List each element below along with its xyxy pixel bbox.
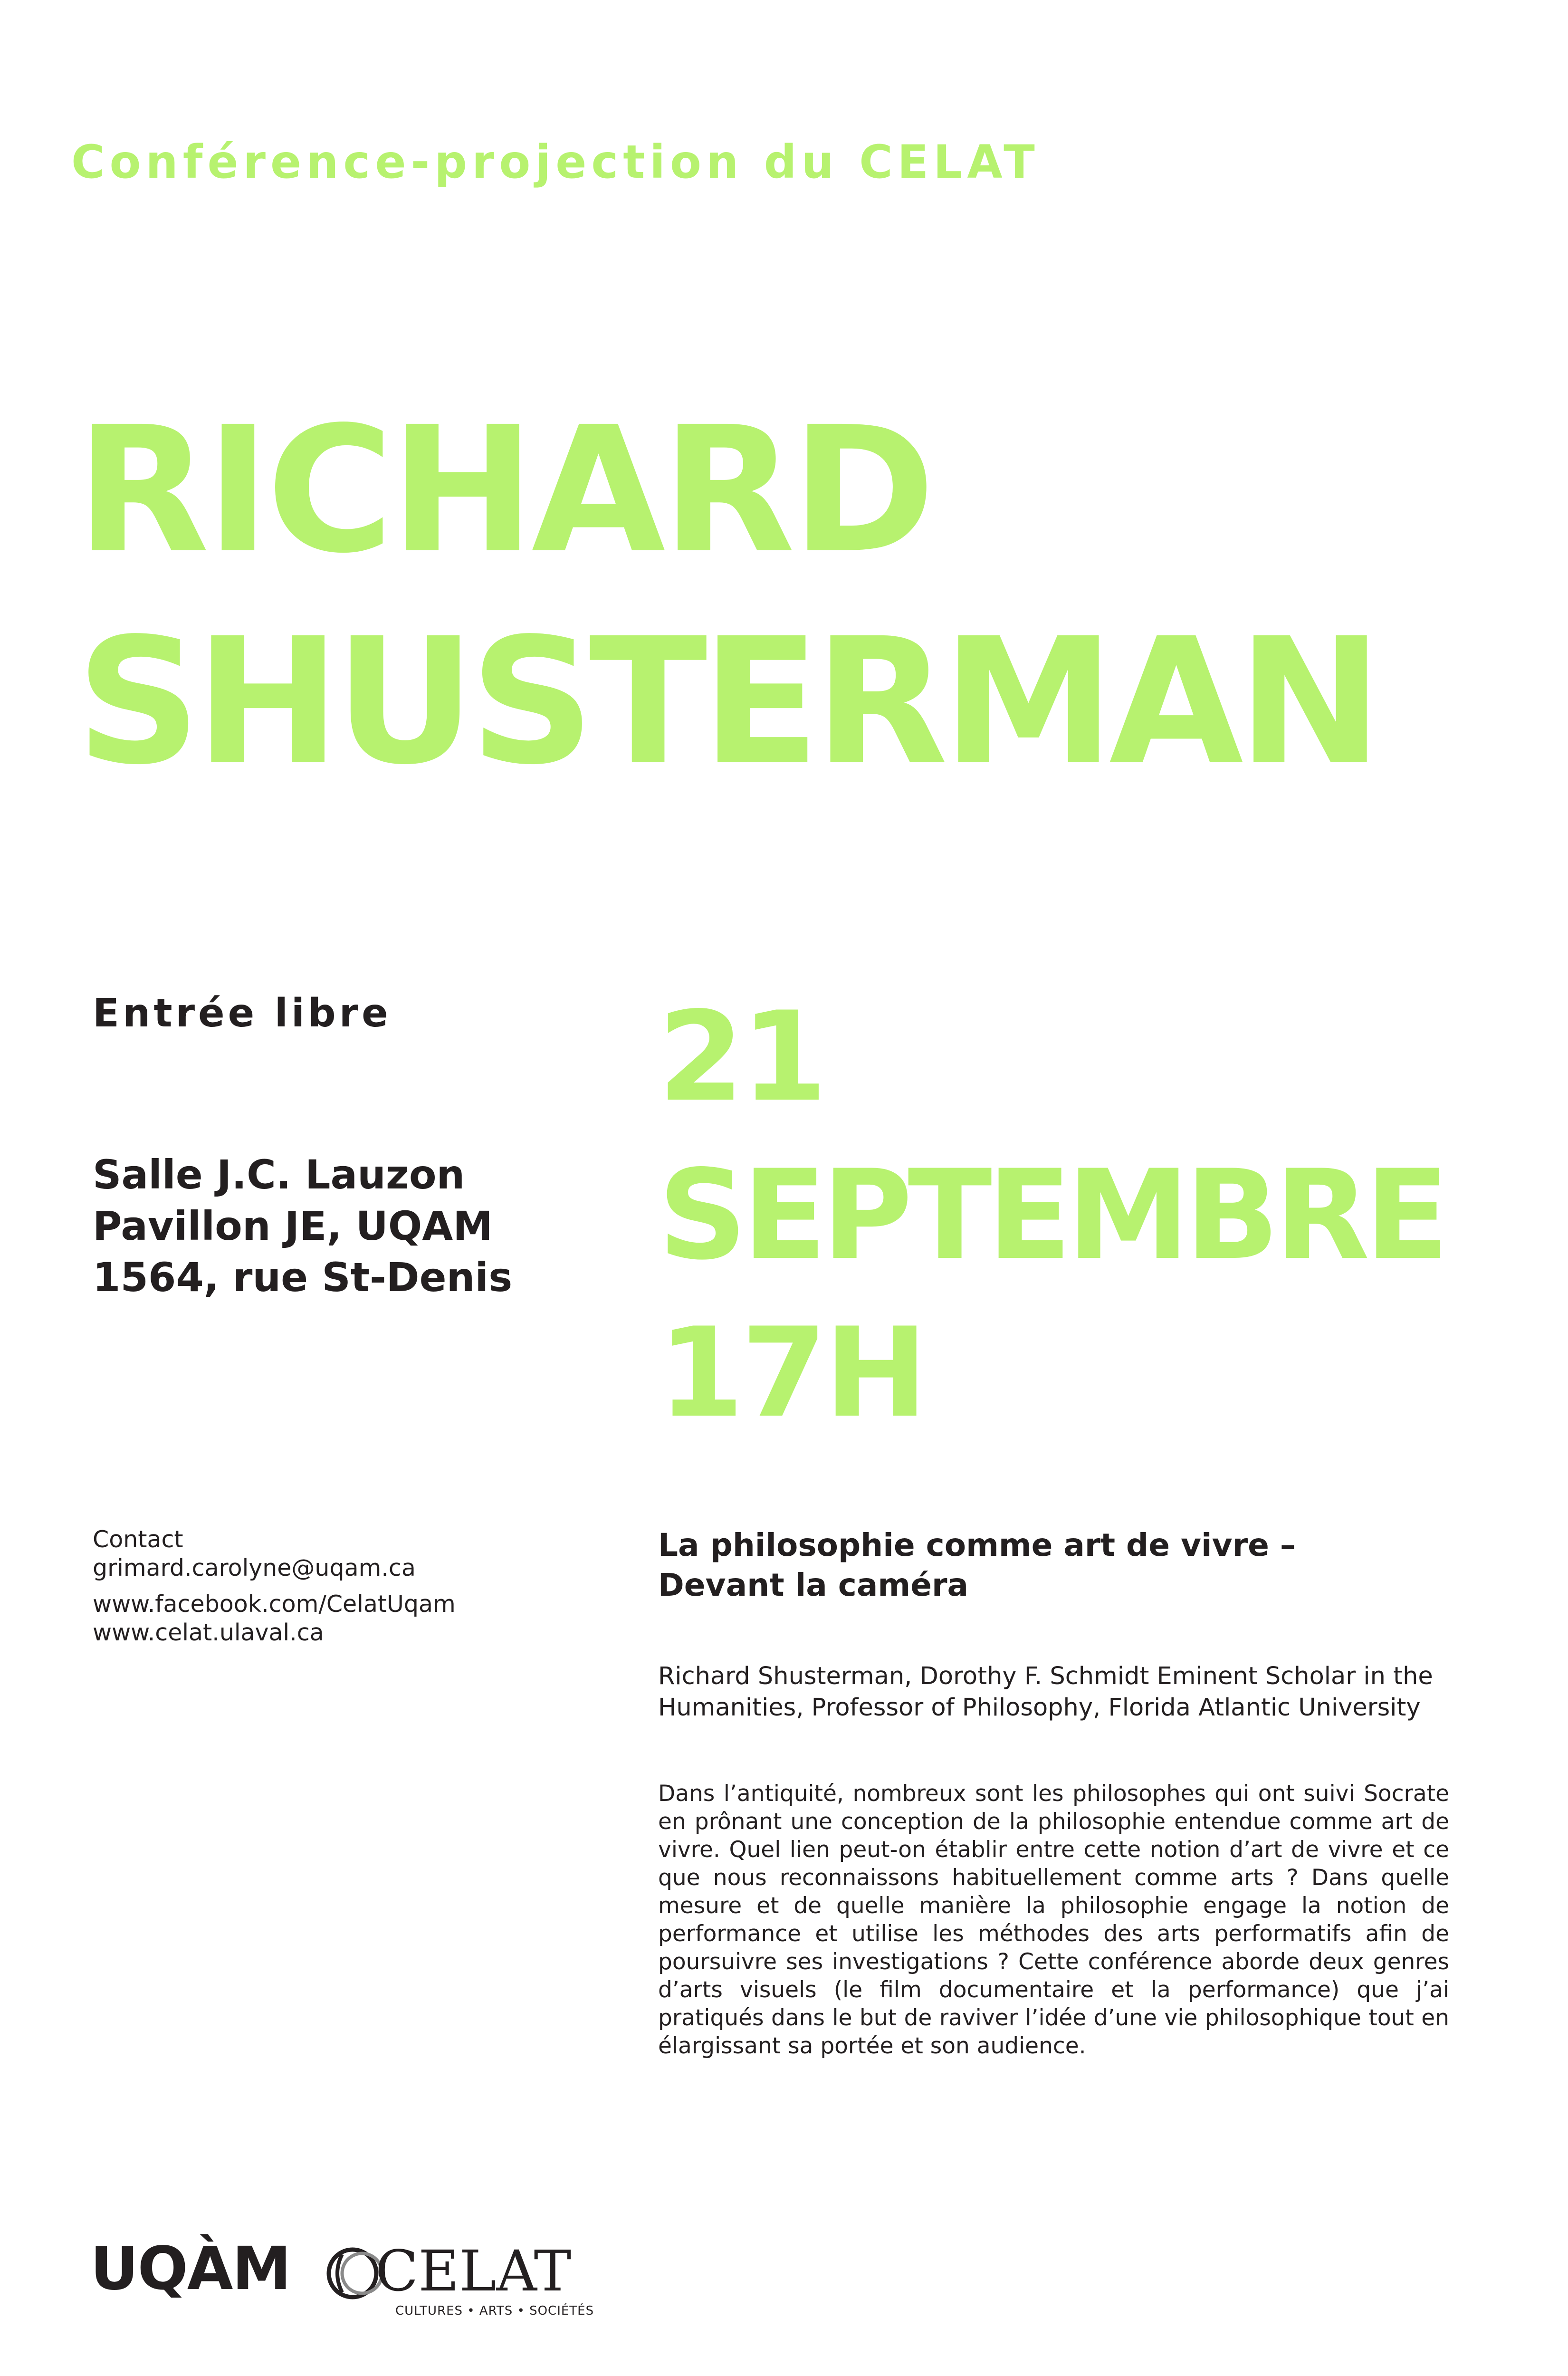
celat-logo [323, 2238, 594, 2324]
celat-wordmark: CELAT [375, 2238, 572, 2304]
talk-title-line-1: La philosophie comme art de vivre – [658, 1527, 1296, 1563]
entry-notice: Entrée libre [93, 991, 392, 1036]
speaker-credentials [658, 1661, 1456, 1724]
talk-title-line-2: Devant la caméra [658, 1567, 969, 1603]
contact-email[interactable]: grimard.carolyne@uqam.ca [93, 1554, 416, 1581]
event-month: SEPTEMBRE [658, 1144, 1445, 1287]
speaker-last-name: SHUSTERMAN [76, 601, 1377, 803]
celat-tagline: CULTURES • ARTS • SOCIÉTÉS [395, 2304, 594, 2318]
talk-abstract: Dans l’antiquité, nombreux sont les philosophes qui ont suivi Socrate en prônant une conception de la philosophie entendue comme art de vivre. Quel lien peut-on établir entre cette notion d’art de vivre et ce que nous reconnaissons habituellement comme arts ? Dans quelle mesure et de quelle manière la philosophie engage la notion de performance et utilise les méthodes des arts performatifs afin de poursuivre ses investigations ? Cette conférence aborde deux genres d’arts visuels (le film documentaire et la performance) que j’ai pratiqués dans le but de raviver l’idée d’une vie philosophique tout en élargissant sa portée et son audience. [658, 1781, 1449, 2059]
speaker-credentials-line-2: Humanities, Professor of Philosophy, Florida Atlantic University [658, 1694, 1421, 1722]
event-day: 21 [658, 986, 824, 1129]
event-time: 17H [658, 1302, 925, 1445]
venue-address [93, 1149, 512, 1303]
venue-room: Salle J.C. Lauzon [93, 1151, 465, 1198]
speaker-credentials-line-1: Richard Shusterman, Dorothy F. Schmidt Eminent Scholar in the [658, 1662, 1433, 1690]
website-link[interactable]: www.celat.ulaval.ca [93, 1619, 324, 1646]
contact-block [93, 1525, 456, 1647]
venue-building: Pavillon JE, UQAM [93, 1203, 493, 1249]
talk-title [658, 1525, 1296, 1605]
facebook-link[interactable]: www.facebook.com/CelatUqam [93, 1590, 456, 1618]
speaker-first-name: RICHARD [76, 390, 932, 592]
uqam-logo: UQÀM [90, 2234, 290, 2303]
event-type-heading: Conférence-projection du CELAT [71, 135, 1040, 189]
contact-label: Contact [93, 1526, 183, 1553]
venue-street: 1564, rue St-Denis [93, 1254, 513, 1301]
